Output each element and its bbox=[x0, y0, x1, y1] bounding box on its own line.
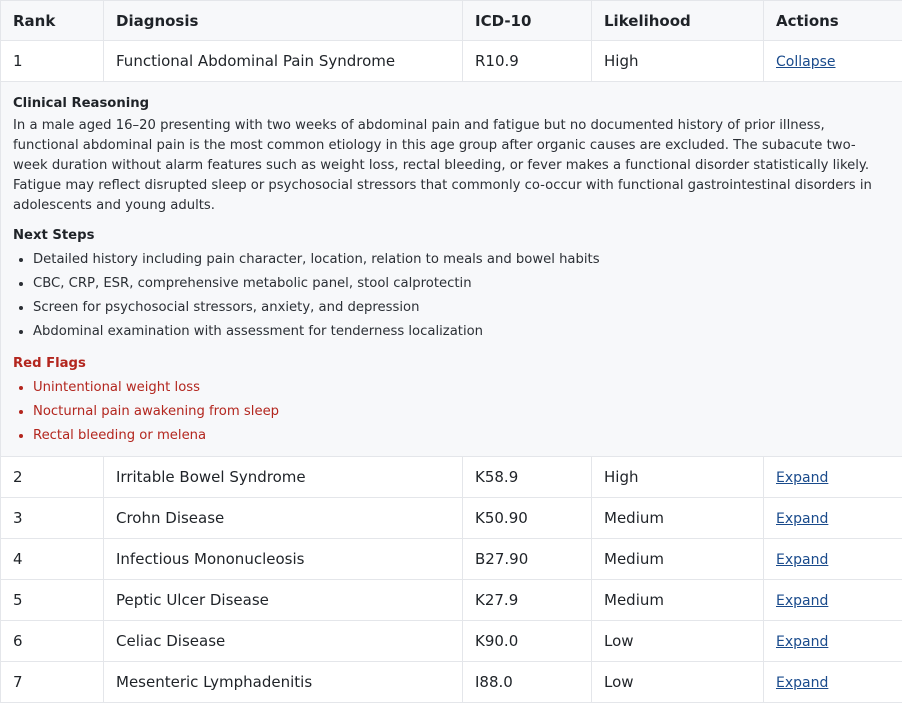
rank-cell: 4 bbox=[1, 539, 104, 580]
diagnosis-cell: Functional Abdominal Pain Syndrome bbox=[104, 41, 463, 82]
expand-link[interactable]: Expand bbox=[776, 593, 829, 609]
icd-cell: B27.90 bbox=[463, 539, 592, 580]
diagnosis-cell: Celiac Disease bbox=[104, 621, 463, 662]
header-rank: Rank bbox=[1, 1, 104, 41]
diagnosis-cell: Irritable Bowel Syndrome bbox=[104, 457, 463, 498]
likelihood-cell: Low bbox=[592, 662, 764, 703]
actions-cell bbox=[764, 498, 902, 539]
rank-cell: 1 bbox=[1, 41, 104, 82]
clinical-reasoning-title: Clinical Reasoning bbox=[13, 96, 150, 111]
table-row bbox=[1, 539, 902, 580]
expand-link[interactable]: Expand bbox=[776, 552, 829, 568]
table-row bbox=[1, 498, 902, 539]
next-steps-list bbox=[13, 248, 890, 344]
rank-cell: 5 bbox=[1, 580, 104, 621]
icd-cell: K90.0 bbox=[463, 621, 592, 662]
table-row bbox=[1, 621, 902, 662]
clinical-reasoning-text: In a male aged 16–20 presenting with two weeks of abdominal pain and fatigue but no documented history of prior illness, functional abdominal pain is the most common etiology in this age group after organic causes are excluded. The subacute two-week duration without alarm features such as weight loss, rectal bleeding, or fever makes a functional disorder statistically likely. Fatigue may reflect disrupted sleep or psychosocial stressors that commonly co-occur with functional gastrointestinal disorders in adolescents and young adults. bbox=[13, 118, 872, 213]
likelihood-cell: Medium bbox=[592, 580, 764, 621]
list-item: • Screen for psychosocial stressors, anxiety, and depression bbox=[33, 296, 890, 320]
collapse-link[interactable]: Collapse bbox=[776, 54, 836, 70]
list-item: • Unintentional weight loss bbox=[33, 376, 890, 400]
expand-link[interactable]: Expand bbox=[776, 470, 829, 486]
rank-cell: 7 bbox=[1, 662, 104, 703]
table-row bbox=[1, 457, 902, 498]
icd-cell: R10.9 bbox=[463, 41, 592, 82]
table-row bbox=[1, 41, 902, 82]
icd-cell: I88.0 bbox=[463, 662, 592, 703]
likelihood-cell: High bbox=[592, 41, 764, 82]
table-header-row bbox=[1, 1, 902, 41]
header-likelihood: Likelihood bbox=[592, 1, 764, 41]
diagnosis-cell: Peptic Ulcer Disease bbox=[104, 580, 463, 621]
likelihood-cell: Medium bbox=[592, 539, 764, 580]
header-diagnosis: Diagnosis bbox=[104, 1, 463, 41]
red-flags-title: Red Flags bbox=[13, 356, 86, 371]
actions-cell bbox=[764, 621, 902, 662]
diagnosis-cell: Mesenteric Lymphadenitis bbox=[104, 662, 463, 703]
actions-cell bbox=[764, 662, 902, 703]
actions-cell bbox=[764, 580, 902, 621]
list-item: • CBC, CRP, ESR, comprehensive metabolic panel, stool calprotectin bbox=[33, 272, 890, 296]
icd-cell: K58.9 bbox=[463, 457, 592, 498]
expand-link[interactable]: Expand bbox=[776, 634, 829, 650]
likelihood-cell: Low bbox=[592, 621, 764, 662]
likelihood-cell: High bbox=[592, 457, 764, 498]
icd-cell: K50.90 bbox=[463, 498, 592, 539]
likelihood-cell: Medium bbox=[592, 498, 764, 539]
red-flags-list bbox=[13, 376, 890, 448]
table-row bbox=[1, 662, 902, 703]
list-item: • Rectal bleeding or melena bbox=[33, 424, 890, 448]
expand-link[interactable]: Expand bbox=[776, 675, 829, 691]
header-icd: ICD-10 bbox=[463, 1, 592, 41]
actions-cell bbox=[764, 41, 902, 82]
rank-cell: 3 bbox=[1, 498, 104, 539]
rank-cell: 6 bbox=[1, 621, 104, 662]
header-actions: Actions bbox=[764, 1, 902, 41]
details-panel bbox=[1, 82, 902, 457]
diagnosis-cell: Infectious Mononucleosis bbox=[104, 539, 463, 580]
rank-cell: 2 bbox=[1, 457, 104, 498]
next-steps-title: Next Steps bbox=[13, 228, 95, 243]
expand-link[interactable]: Expand bbox=[776, 511, 829, 527]
diagnosis-cell: Crohn Disease bbox=[104, 498, 463, 539]
details-row bbox=[1, 82, 902, 457]
list-item: • Abdominal examination with assessment for tenderness localization bbox=[33, 320, 890, 344]
list-item: • Detailed history including pain character, location, relation to meals and bowel habits bbox=[33, 248, 890, 272]
actions-cell bbox=[764, 457, 902, 498]
list-item: • Nocturnal pain awakening from sleep bbox=[33, 400, 890, 424]
table-row bbox=[1, 580, 902, 621]
actions-cell bbox=[764, 539, 902, 580]
icd-cell: K27.9 bbox=[463, 580, 592, 621]
